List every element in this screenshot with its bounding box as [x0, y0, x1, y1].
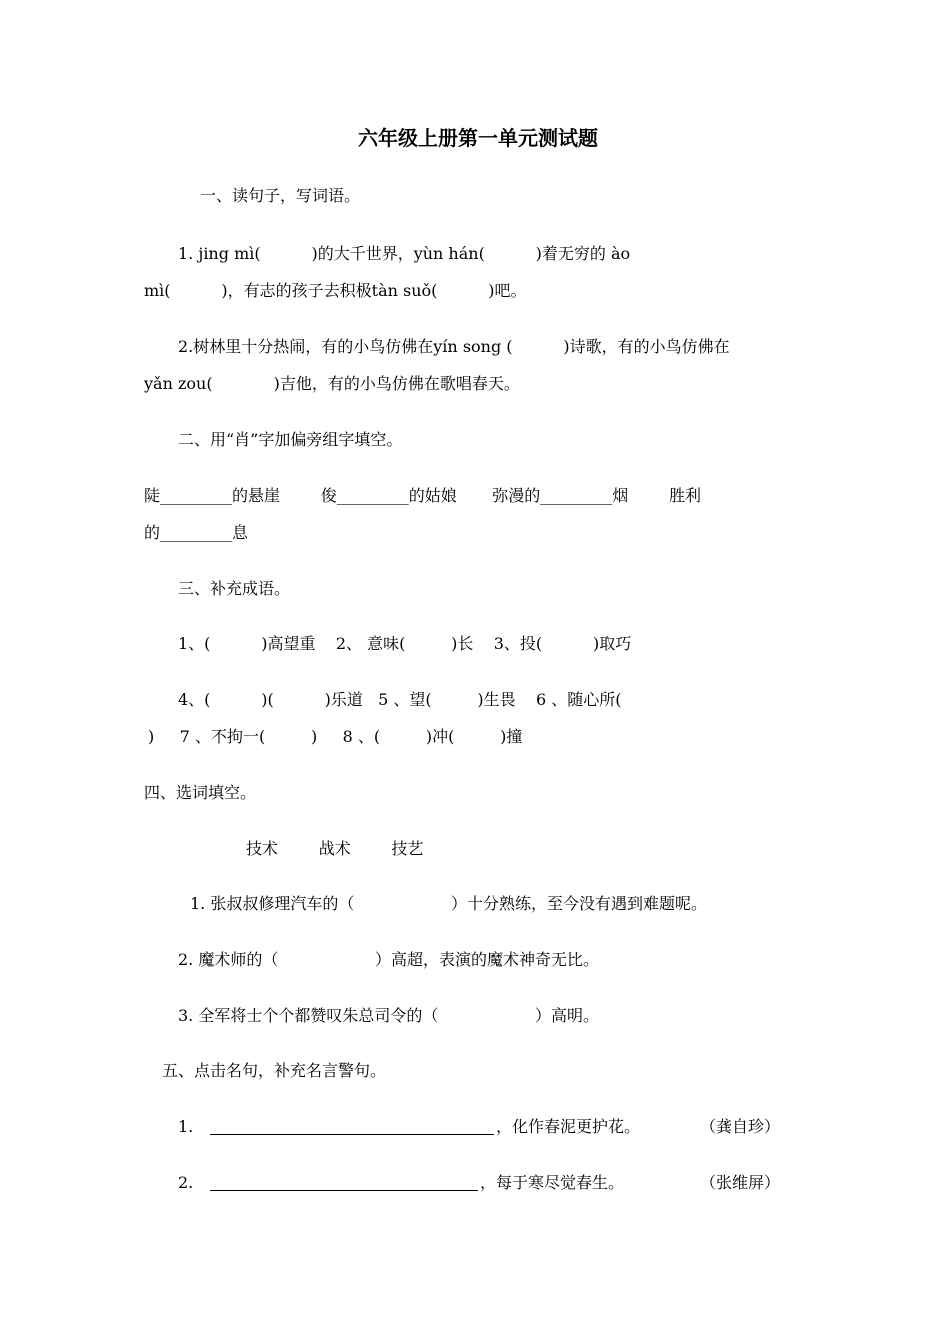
question-4-3: 3. 全军将士个个都赞叹朱总司令的（ ）高明。 [178, 1006, 599, 1025]
question-5-1-number: 1. [178, 1117, 194, 1136]
page-title: 六年级上册第一单元测试题 [358, 126, 598, 150]
section-2-line-2: 的_________息 [144, 523, 249, 542]
question-5-2-number: 2. [178, 1173, 194, 1192]
section-3-line-2: 4、( )( )乐道 5 、望( )生畏 6 、随心所( [178, 690, 622, 709]
section-4-word-bank: 技术 战术 技艺 [246, 839, 424, 858]
section-4-heading: 四、选词填空。 [144, 783, 257, 802]
question-4-1: 1. 张叔叔修理汽车的（ ）十分熟练，至今没有遇到难题呢。 [190, 894, 707, 913]
section-2-line-1: 陡_________的悬崖 俊_________的姑娘 弥漫的_________烟 胜利 [144, 486, 701, 505]
question-1-1-line-2: mì( )，有志的孩子去积极tàn suǒ( )吧。 [144, 281, 527, 300]
question-1-2-line-1: 2.树林里十分热闹，有的小鸟仿佛在yín song ( )诗歌，有的小鸟仿佛在 [178, 337, 730, 356]
section-1-heading: 一、读句子，写词语。 [200, 186, 361, 205]
question-5-1-blank [210, 1134, 494, 1135]
section-3-heading: 三、补充成语。 [178, 579, 291, 598]
question-1-2-line-2: yǎn zou( )吉他，有的小鸟仿佛在歌唱春天。 [144, 374, 520, 393]
question-1-1-line-1: 1. jing mì( )的大千世界，yùn hán( )着无穷的 ào [178, 244, 631, 263]
question-5-2-blank [210, 1190, 478, 1191]
question-5-1-author: （龚自珍） [700, 1117, 781, 1136]
section-3-line-3: ) 7 、不拘一( ) 8 、( )冲( )撞 [148, 727, 523, 746]
question-5-2-text: ，每于寒尽觉春生。 [480, 1173, 625, 1192]
section-2-heading: 二、用“肖”字加偏旁组字填空。 [178, 430, 403, 449]
section-3-line-1: 1、( )高望重 2、 意味( )长 3、投( )取巧 [178, 634, 632, 653]
question-5-2-author: （张维屏） [700, 1173, 781, 1192]
section-5-heading: 五、点击名句，补充名言警句。 [162, 1061, 387, 1080]
question-5-1-text: ，化作春泥更护花。 [496, 1117, 641, 1136]
question-4-2: 2. 魔术师的（ ）高超，表演的魔术神奇无比。 [178, 950, 599, 969]
